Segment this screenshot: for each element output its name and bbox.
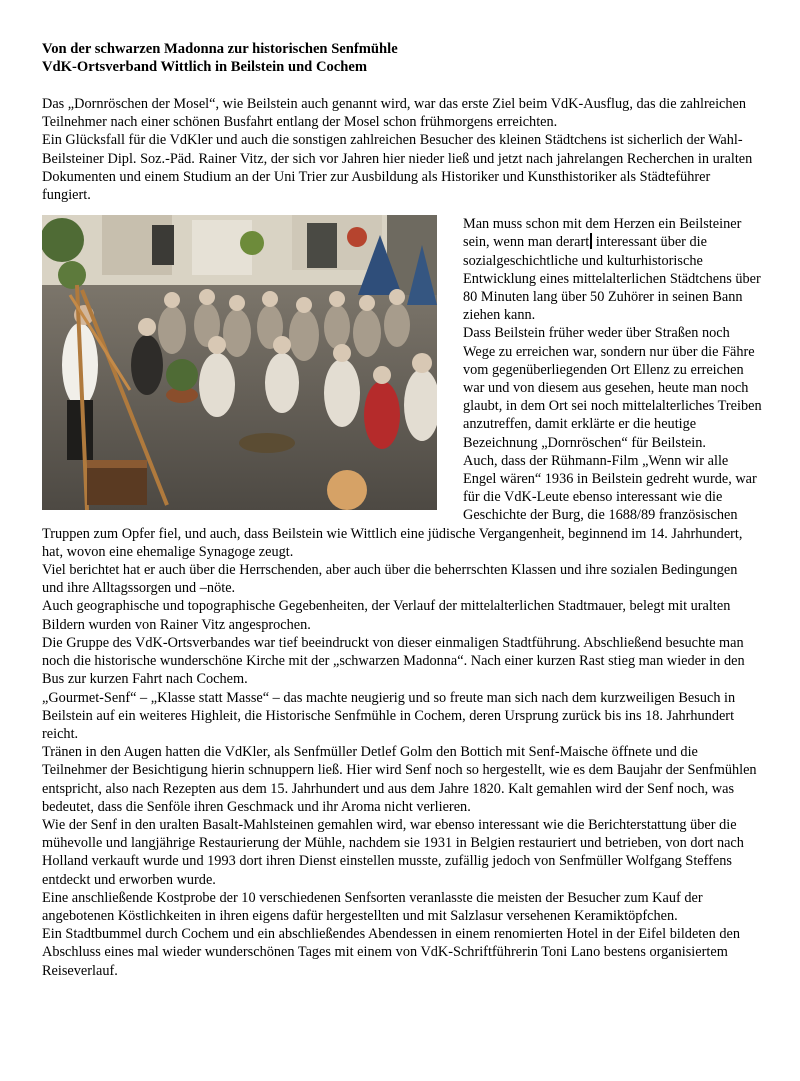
group-photo	[42, 215, 437, 510]
paragraph-6: Viel berichtet hat er auch über die Herrschenden, aber auch über die beherrschten Klassen und ihre sozialen Bedingungen und ihre Alltagssorgen und –nöte.	[42, 562, 738, 597]
paragraph-4: Dass Beilstein früher weder über Straßen noch Wege zu erreichen war, sondern nur über die Fähre vom gegenüberliegenden Ort Ellenz zu erreichen war und von diesem aus gesehen, heute man noch glaubt, in dem Ort sei noch mittelalterliches Treiben anzutreffen, damit erklärte er die heutige Bezeichnung „Dornröschen“ für Beilstein.	[463, 325, 762, 451]
paragraph-11: Wie der Senf in den uralten Basalt-Mahlsteinen gemahlen wird, war ebenso interessant wie die Berichterstattung über die mühevolle und langjährige Restaurierung der Mühle, nachdem sie 1931 in Belgien restauriert und betrieben, von dort nach Holland verkauft wurde und 1993 dort ihren Dienst einstellen musste, zufällig jedoch von Senfmüller Wolfgang Steffens entdeckt und erworben wurde.	[42, 816, 744, 888]
paragraph-intro-2: Ein Glücksfall für die VdKler und auch die sonstigen zahlreichen Besucher des kleinen Städtchens ist sicherlich der Wahl-Beilsteiner Dipl. Soz.-Päd. Rainer Vitz, der sich vor Jahren hier nieder ließ und jetzt nach jahrelangen Recherchen in uralten Dokumenten und einem Studium an der Uni Trier zur Ausbildung als Historiker und Kunsthistoriker als Städteführer fungiert.	[42, 132, 753, 204]
paragraph-5: Auch, dass der Rühmann-Film „Wenn wir alle Engel wären“ 1936 in Beilstein gedreht wurde, war für die VdK-Leute ebenso interessant wie die Geschichte der Burg, die 1688/89 französischen Truppen zum Opfer fiel, und auch, dass Beilstein wie Wittlich eine jüdische Vergangenheit, beginnend im 14. Jahrhundert, hat, wovon eine ehemalige Synagoge zeugt.	[42, 452, 757, 560]
paragraph-12: Eine anschließende Kostprobe der 10 verschiedenen Senfsorten veranlasste die meisten der Besucher zum Kauf der angebotenen Köstlichkeiten in ihren eigens dafür hergestellten und mit Salzlasur versehenen Keramiktöpfchen.	[42, 889, 703, 924]
article-subtitle: VdK-Ortsverband Wittlich in Beilstein und Cochem	[42, 59, 368, 75]
article-title: Von der schwarzen Madonna zur historischen Senfmühle	[42, 41, 398, 57]
paragraph-intro-1: Das „Dornröschen der Mosel“, wie Beilstein auch genannt wird, war das erste Ziel beim VdK-Ausflug, das die zahlreichen Teilnehmer nach einer schönen Busfahrt entlang der Mosel schon frühmorgens erreichten.	[42, 96, 747, 131]
paragraph-7: Auch geographische und topographische Gegebenheiten, der Verlauf der mittelalterlichen Stadtmauer, belegt mit uralten Bildern wurden von Rainer Vitz angesprochen.	[42, 598, 731, 633]
paragraph-3-part-1: Man muss schon mit dem Herzen ein Beilsteiner sein, wenn man derart	[463, 216, 742, 251]
article-heading	[42, 40, 762, 76]
paragraph-3-part-2: interessant über die sozialgeschichtliche und kulturhistorische Entwicklung eines mittelalterlichen Städtchens über 80 Minuten lang über 50 Zuhörer in seinen Bann ziehen kann.	[463, 234, 761, 324]
article-body	[42, 95, 762, 980]
paragraph-10: Tränen in den Augen hatten die VdKler, als Senfmüller Detlef Golm den Bottich mit Senf-Maische öffnete und die Teilnehmer der Besichtigung hierin schnuppern ließ. Hier wird Senf noch so hergestellt, wie es dem Baujahr der Senfmühlen entspricht, also nach Rezepten aus dem 15. Jahrhundert und aus dem Jahre 1820. Kalt gemahlen wird der Senf noch, was bedeutet, dass die Senföle ihren Geschmack und ihr Aroma nicht verlieren.	[42, 744, 757, 815]
paragraph-13: Ein Stadtbummel durch Cochem und ein abschließendes Abendessen in einem renomierten Hotel in der Eifel bildeten den Abschluss eines mal wieder wunderschönen Tages mit einem von VdK-Schriftführerin Toni Lano bestens organisiertem Reiseverlauf.	[42, 926, 740, 979]
paragraph-9: „Gourmet-Senf“ – „Klasse statt Masse“ – das machte neugierig und so freute man sich nach dem kurzweiligen Besuch in Beilstein auf ein weiteres Highleit, die Historische Senfmühle in Cochem, deren Ursprung zurück bis ins 18. Jahrhundert reicht.	[42, 689, 736, 742]
group-photo-image	[42, 215, 437, 510]
text-cursor	[590, 233, 592, 249]
paragraph-8: Die Gruppe des VdK-Ortsverbandes war tief beeindruckt von dieser einmaligen Stadtführung. Abschließend besuchte man noch die historische wunderschöne Kirche mit der „schwarzen Madonna“. Nach einer kurzen Rast stieg man wieder in den Bus zur kurzen Fahrt nach Cochem.	[42, 634, 745, 688]
